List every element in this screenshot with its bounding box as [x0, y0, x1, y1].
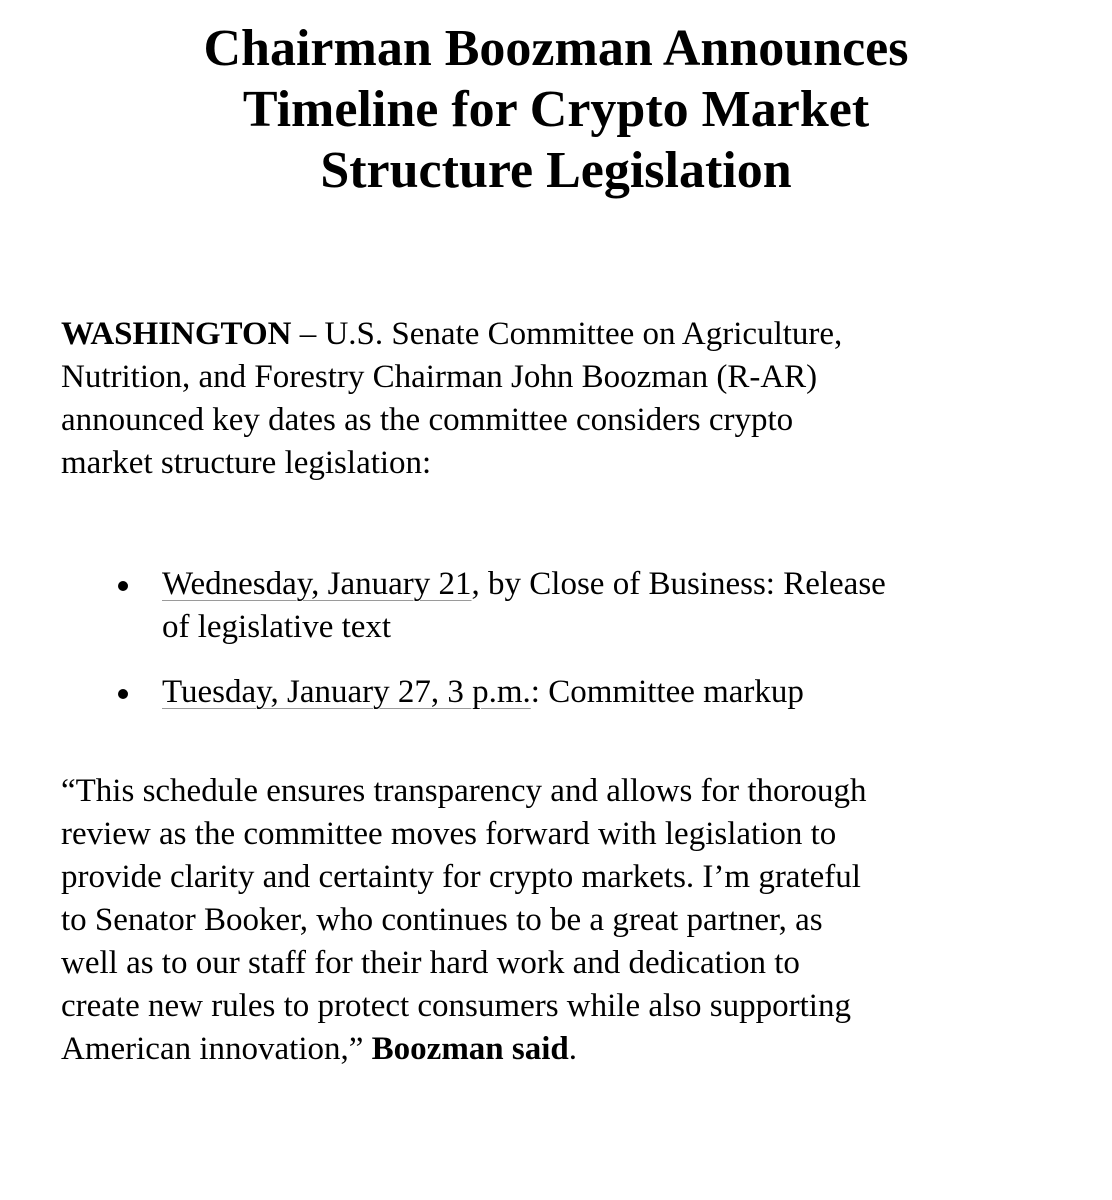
bullet-icon	[118, 689, 128, 699]
list-item-text: , by Close of Business: Release	[471, 566, 886, 602]
intro-line-1-text: – U.S. Senate Committee on Agriculture,	[291, 316, 843, 352]
date-link[interactable]: Wednesday, January 21	[162, 566, 472, 602]
list-item-line-2: of legislative text	[162, 609, 392, 645]
attribution: Boozman said	[371, 1031, 569, 1067]
dateline: WASHINGTON	[61, 316, 292, 352]
quote-line-5: well as to our staff for their hard work and dedication to	[61, 945, 800, 981]
quote-line-3: provide clarity and certainty for crypto markets. I’m grateful	[61, 859, 861, 895]
date-link[interactable]: Tuesday, January 27, 3 p.m.	[162, 674, 531, 710]
intro-line-1	[61, 313, 1081, 356]
list-item-text: : Committee markup	[530, 674, 804, 710]
intro-line-2: Nutrition, and Forestry Chairman John Boozman (R-AR)	[61, 359, 818, 395]
title-line-1: Chairman Boozman Announces	[203, 20, 909, 77]
quote-line-7	[61, 1028, 1081, 1071]
quote-line-2: review as the committee moves forward with legislation to	[61, 816, 837, 852]
list-item-line-1	[162, 563, 1112, 606]
list-item	[0, 671, 1112, 714]
page-title	[40, 18, 1072, 201]
quote-line-6: create new rules to protect consumers while also supporting	[61, 988, 851, 1024]
list-item	[0, 563, 1112, 649]
quote-line-4: to Senator Booker, who continues to be a great partner, as	[61, 902, 823, 938]
title-line-2: Timeline for Crypto Market	[242, 81, 870, 138]
intro-line-4: market structure legislation:	[61, 445, 432, 481]
quote-line-1: “This schedule ensures transparency and allows for thorough	[61, 773, 867, 809]
quote-end-punctuation: .	[568, 1031, 578, 1067]
bullet-icon	[118, 581, 128, 591]
quote-paragraph	[61, 770, 1081, 1071]
title-line-3: Structure Legislation	[320, 142, 792, 199]
intro-line-3: announced key dates as the committee considers crypto	[61, 402, 794, 438]
quote-line-7-text: American innovation,”	[61, 1031, 372, 1067]
intro-paragraph	[61, 313, 1081, 485]
list-item-line-1	[162, 671, 1112, 714]
key-dates-list	[0, 563, 1112, 714]
